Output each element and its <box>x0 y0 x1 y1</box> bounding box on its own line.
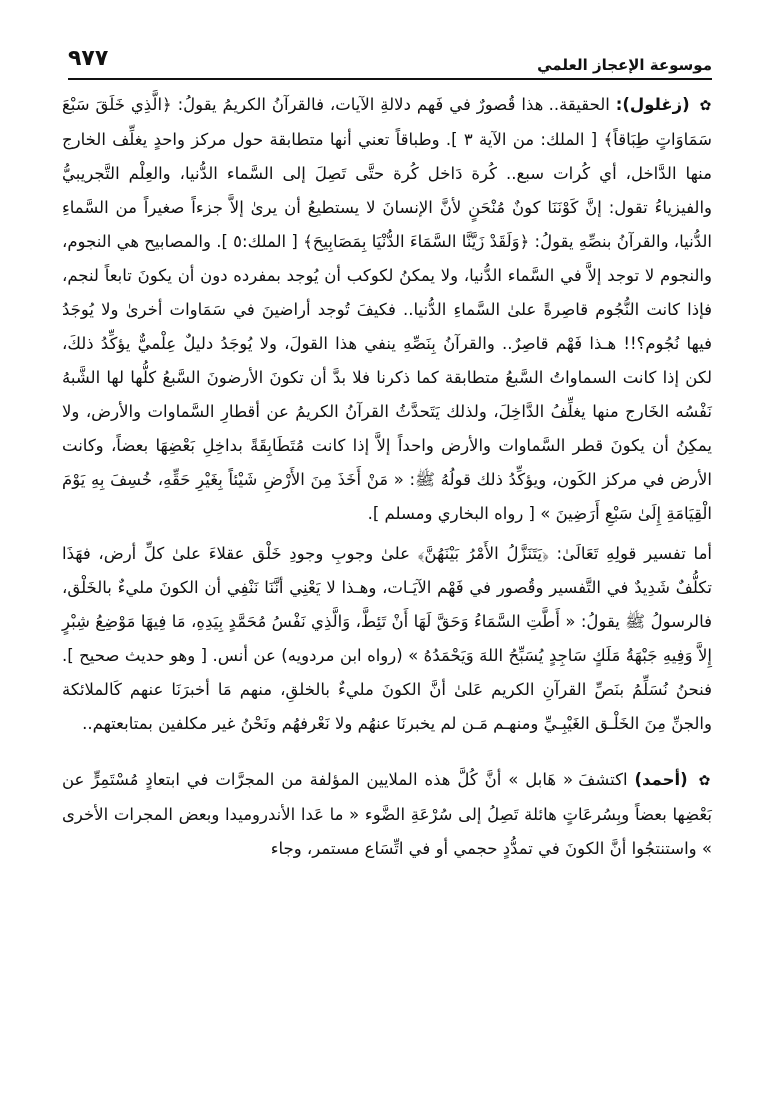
page-body <box>62 88 712 866</box>
paragraph-tafsir <box>62 537 712 741</box>
paragraph-text: الحقيقة.. هذا قُصورٌ في فَهم دلالةِ الآيات، فالقرآنُ الكريمُ يقولُ: ﴿الَّذِي خَلَقَ سَبْعَ سَمَاوَاتٍ طِبَاقاً﴾ [ الملك: من الآية ٣ ]. وطباقاً تعني أنها متطابقة حول مركز واحدٍ يغلِّف الخارج منها الدَّاخل، أي كُرات سبع.. كُرة دَاخل كُرة حتَّى تَصِلَ إلى السَّماء الدُّنيا، والعِلْم التَّجريبيُّ والفيزياءُ تقول: إنَّ كَوْنَنَا كونٌ مُنْحَنٍ لأنَّ الإنسانَ لا يستطيعُ أن يرىٰ إلاَّ جزءاً صغيراً من السَّماءِ الدُّنيا، والقرآنُ بنصِّهِ يقولُ: ﴿وَلَقَدْ زَيَّنَّا السَّمَاءَ الدُّنْيَا بِمَصَابِيحَ﴾ [ الملك:٥ ]. والمصابيح هي النجوم، والنجوم لا توجد إلاَّ في السَّماء الدُّنيا، ولا يمكنُ لكوكب أن يُوجد بمفرده دون أن يكونَ تابعاً لنجم، فإذا كانت النُّجُوم قاصِرةً علىٰ السَّماءِ الدُّنيا.. فكيفَ تُوجد أراضينَ في سَمَاوات أخرىٰ ولا يُوجَدُ فيها نُجُوم؟!! هـذا فَهْم قاصِرٌ.. والقرآنُ بِنَصِّهِ ينفي هذا القولَ، ولا يُوجَدُ دليلٌ عِلْميٌّ يؤكِّدُ ذلكَ، لكن إذا كانت السماواتُ السَّبعُ متطابقة كما ذكرنا فلا بدَّ أن تكونَ الأرضونَ السَّبعُ كلُّها لها الشَّبهُ نَفْسُه الخَارج منها يغلِّفُ الدَّاخِلَ، ولذلك يَتَحدَّثُ القرآنُ الكريمُ عن أقطارِ السَّماوات والأرض، ولا يمكِنُ أن يكونَ قطر السَّماوات والأرض واحداً إلاَّ إذا كانت مُتَطَابِقَةً بداخِلِ بَعْضِهَا بعضاً، وكانت الأرض في مركز الكَون، ويؤكِّدُ ذلك قولُهُ ﷺ: « مَنْ أَخَذَ مِنَ الأَرْضِ شَيْئاً بِغَيْرِ حَقِّهِ، خُسِفَ بِهِ يَوْمَ الْقِيَامَةِ إِلَىٰ سَبْعِ أَرَضِينَ » [ رواه البخاري ومسلم ]. <box>62 95 712 523</box>
paragraph-ahmad <box>62 763 712 866</box>
speaker-label: (زغلول): <box>615 95 690 114</box>
flower-bullet-icon: ✿ <box>698 773 713 789</box>
page-number: ٩٧٧ <box>68 46 109 71</box>
running-title: موسوعة الإعجاز العلمي <box>537 56 712 74</box>
speaker-label: (أحمد) <box>634 770 688 789</box>
paragraph-zaghloul <box>62 88 712 531</box>
flower-bullet-icon: ✿ <box>699 98 712 114</box>
paragraph-text: اكتشفَ « هَابل » أنَّ كُلَّ هذه الملايين المؤلفة من المجرَّات في ابتعادٍ مُسْتَمِرٍّ عن بَعْضِها بعضاً وبِسُرعَاتٍ هائلة تَصِلُ إلى سُرْعَةِ الضَّوء « ما عَدا الأندروميدا وبعض المجرات الأخرى » واستنتجُوا أنَّ الكونَ في تمدُّدٍ حجمي أو في اتِّسَاع مستمر، وجاء <box>62 770 712 858</box>
header-divider <box>68 78 712 80</box>
paragraph-text: أما تفسير قولِهِ تَعَالَىٰ: ﴿يَتَنَزَّلُ الأَمْرُ بَيْنَهُنَّ﴾ علىٰ وجوبِ وجودِ خَلْق عقلاءَ علىٰ كلِّ أرض، فهَذَا تكلُّفٌ شَدِيدٌ في التَّفسير وقُصور في فَهْم الآيَـات، وهـذا لا يَعْنِي أنَّنَا نَنْفِي أن الكونَ مليءٌ بالخَلْق، فالرسولُ ﷺ يقولُ: « أَطَّتِ السَّمَاءُ وَحَقَّ لَهَا أَنْ تَئِطَّ، وَالَّذِي نَفْسُ مُحَمَّدٍ بِيَدِهِ، مَا فِيهَا مَوْضِعُ شِبْرٍ إِلاَّ وَفِيهِ جَبْهَةُ مَلَكٍ سَاجِدٍ يُسَبِّحُ اللهَ وَيَحْمَدُهُ » (رواه ابن مردويه) عن أنس. [ وهو حديث صحيح ]. فنحنُ نُسَلِّمُ بنَصِّ القرآنِ الكريم عَلىٰ أنَّ الكونَ مليءٌ بالخلقِ، منهم مَا أخبرَنَا عنهم كَالملائكة والجنِّ مِنَ الخَلْـق الغَيْبِـيِّ ومنهـم مَـن لم يخبرنَا عنهُم ولا نَعْرفهُم ونَحْنُ غير مكلفين بمتابعتهم.. <box>62 544 712 733</box>
page-header <box>68 40 712 80</box>
